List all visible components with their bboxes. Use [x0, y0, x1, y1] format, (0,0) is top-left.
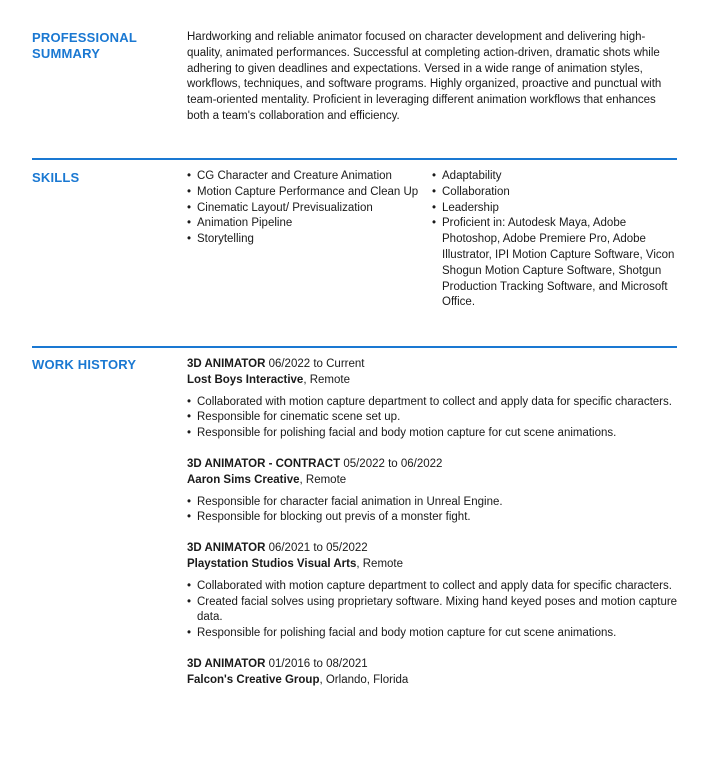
job-dates: 01/2016 to 08/2021 [265, 657, 368, 670]
skill-item: • Leadership [432, 201, 680, 217]
job-location: , Orlando, Florida [319, 673, 409, 686]
skill-item: • Animation Pipeline [187, 216, 427, 232]
work-history-heading: WORK HISTORY [32, 357, 137, 372]
skills-column-2 [432, 169, 680, 311]
job-title-line [187, 457, 679, 473]
job-dates: 05/2022 to 06/2022 [340, 457, 443, 470]
job-title-line [187, 541, 679, 557]
job-entry [187, 357, 679, 442]
job-dates: 06/2022 to Current [265, 358, 365, 370]
job-entry [187, 657, 679, 689]
job-company: Lost Boys Interactive [187, 373, 304, 386]
job-company: Aaron Sims Creative [187, 473, 300, 486]
job-company-line [187, 557, 679, 573]
job-bullets [187, 395, 679, 442]
job-title: 3D ANIMATOR [187, 358, 266, 370]
job-title-line [187, 657, 679, 673]
job-company-line [187, 473, 679, 489]
section-divider [32, 158, 677, 160]
job-bullet: • Responsible for cinematic scene set up. [187, 410, 679, 426]
work-history-list [187, 357, 679, 704]
job-bullet: • Responsible for polishing facial and body motion capture for cut scene animations. [187, 426, 679, 442]
job-entry [187, 541, 679, 642]
job-bullet: • Collaborated with motion capture department to collect and apply data for specific characters. [187, 579, 679, 595]
job-company-line [187, 673, 679, 689]
section-divider [32, 346, 677, 348]
skill-item: • Proficient in: Autodesk Maya, Adobe Photoshop, Adobe Premiere Pro, Adobe Illustrator, IPI Motion Capture Software, Vicon Shogun Motion Capture Software, Shotgun Production Tracking Software, and Microsoft Office. [432, 216, 680, 311]
job-title: 3D ANIMATOR [187, 657, 266, 670]
skill-item: • Motion Capture Performance and Clean Up [187, 185, 427, 201]
skill-item: • Cinematic Layout/ Previsualization [187, 201, 427, 217]
job-title-line [187, 357, 679, 373]
job-company-line [187, 373, 679, 389]
skill-item: • CG Character and Creature Animation [187, 169, 427, 185]
job-bullet: • Responsible for character facial animation in Unreal Engine. [187, 495, 679, 511]
job-title: 3D ANIMATOR [187, 542, 266, 555]
summary-text: Hardworking and reliable animator focused on character development and delivering high-quality, animated performances. Successful at completing action-driven, dramatic shots while adhering to given deadlines and expectations. Versed in a wide range of animation styles, workflows, techniques, and software programs. Highly organized, proactive and punctual with team-oriented mentality. Proficient in leveraging different animation workflows that enhances both a team's collaboration and efficiency. [187, 31, 662, 122]
job-company: Playstation Studios Visual Arts [187, 557, 357, 570]
skills-column-1 [187, 169, 427, 248]
job-location: , Remote [299, 473, 347, 486]
job-bullet: • Responsible for blocking out previs of a monster fight. [187, 510, 679, 526]
job-company: Falcon's Creative Group [187, 673, 320, 686]
skill-item: • Storytelling [187, 232, 427, 248]
skills-heading: SKILLS [32, 170, 80, 185]
job-entry [187, 457, 679, 526]
skill-item: • Collaboration [432, 185, 680, 201]
job-location: , Remote [356, 557, 404, 570]
job-bullets [187, 495, 679, 527]
job-location: , Remote [303, 373, 350, 386]
job-title: 3D ANIMATOR - CONTRACT [187, 457, 341, 470]
job-bullet: • Responsible for polishing facial and body motion capture for cut scene animations. [187, 626, 679, 642]
skill-item: • Adaptability [432, 169, 680, 185]
job-dates: 06/2021 to 05/2022 [265, 542, 368, 555]
job-bullets [187, 579, 679, 642]
job-bullet: • Created facial solves using proprietary software. Mixing hand keyed poses and motion capture data. [187, 595, 679, 627]
job-bullet: • Collaborated with motion capture department to collect and apply data for specific characters. [187, 395, 679, 411]
summary-heading: PROFESSIONAL SUMMARY [32, 30, 137, 61]
skills-list [187, 169, 679, 319]
